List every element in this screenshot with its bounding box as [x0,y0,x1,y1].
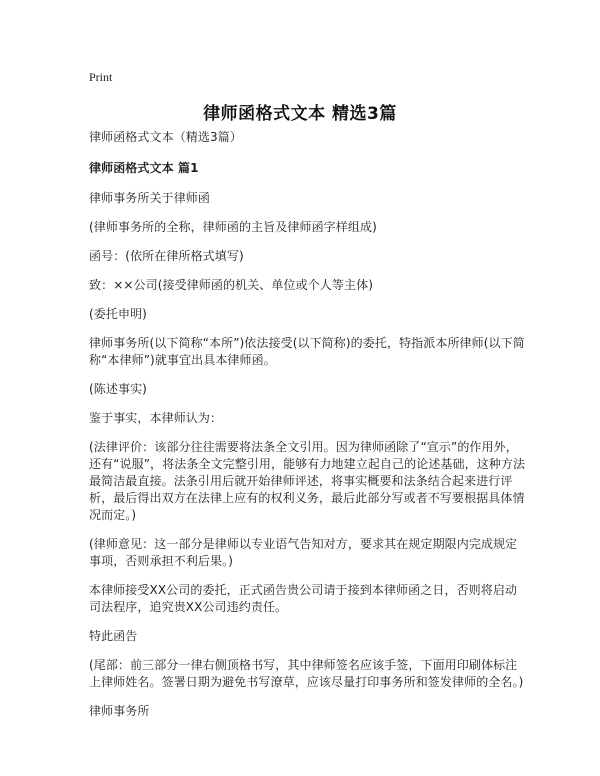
document-title: 律师函格式文本 精选3篇 [203,104,397,124]
paragraph-notice: 本律师接受XX公司的委托，正式函告贵公司请于接到本律师函之日，否则将启动司法程序，追究贵XX公司违约责任。 [89,583,518,614]
paragraph-letter-number: 函号：(依所在律所格式填写) [89,249,244,263]
paragraph-footer-note: (尾部：前三部分一律右侧顶格书写，其中律师签名应该手签，下面用印刷体标注上律师姓名。签署日期为避免书写潦草，应该尽量打印事务所和签发律师的全名。) [89,658,524,689]
paragraph-recipient: 致：××公司(接受律师函的机关、单位或个人等主体) [89,278,373,292]
paragraph-signature: 律师事务所 [89,704,150,718]
paragraph-closing: 特此函告 [89,629,138,643]
section-heading: 律师函格式文本 篇1 [89,161,199,175]
paragraph-facts-heading: (陈述事实) [89,382,147,396]
paragraph-office-name: (律师事务所的全称，律师函的主旨及律师函字样组成) [89,220,377,234]
paragraph-lawyer-opinion: (律师意见：这一部分是律师以专业语气告知对方，要求其在规定期限内完成规定事项，否则承担不利后果。) [89,537,518,568]
paragraph-subtitle: 律师函格式文本（精选3篇） [89,130,242,144]
paragraph-facts: 鉴于事实，本律师认为： [89,411,223,425]
paragraph-legal-evaluation: (法律评价：该部分往往需要将法条全文引用。因为律师函除了“宣示”的作用外，还有“说服”，将法条全文完整引用，能够有力地建立起自己的论述基础，这种方法最简洁最直接。法条引用后就开始律师评述，将事实概要和法条结合起来进行评析，最后得出双方在法律上应有的权利义务，最后此部分写或者不写要根据具体情况而定。) [89,440,526,522]
paragraph-office: 律师事务所关于律师函 [89,191,211,205]
document-body [89,129,529,720]
paragraph-entrustment-heading: (委托申明) [89,307,147,321]
print-label: Print [89,70,113,84]
paragraph-entrustment: 律师事务所(以下简称“本所”)依法接受(以下简称)的委托，特指派本所律师(以下简称“本律师”)就事宜出具本律师函。 [89,336,525,367]
